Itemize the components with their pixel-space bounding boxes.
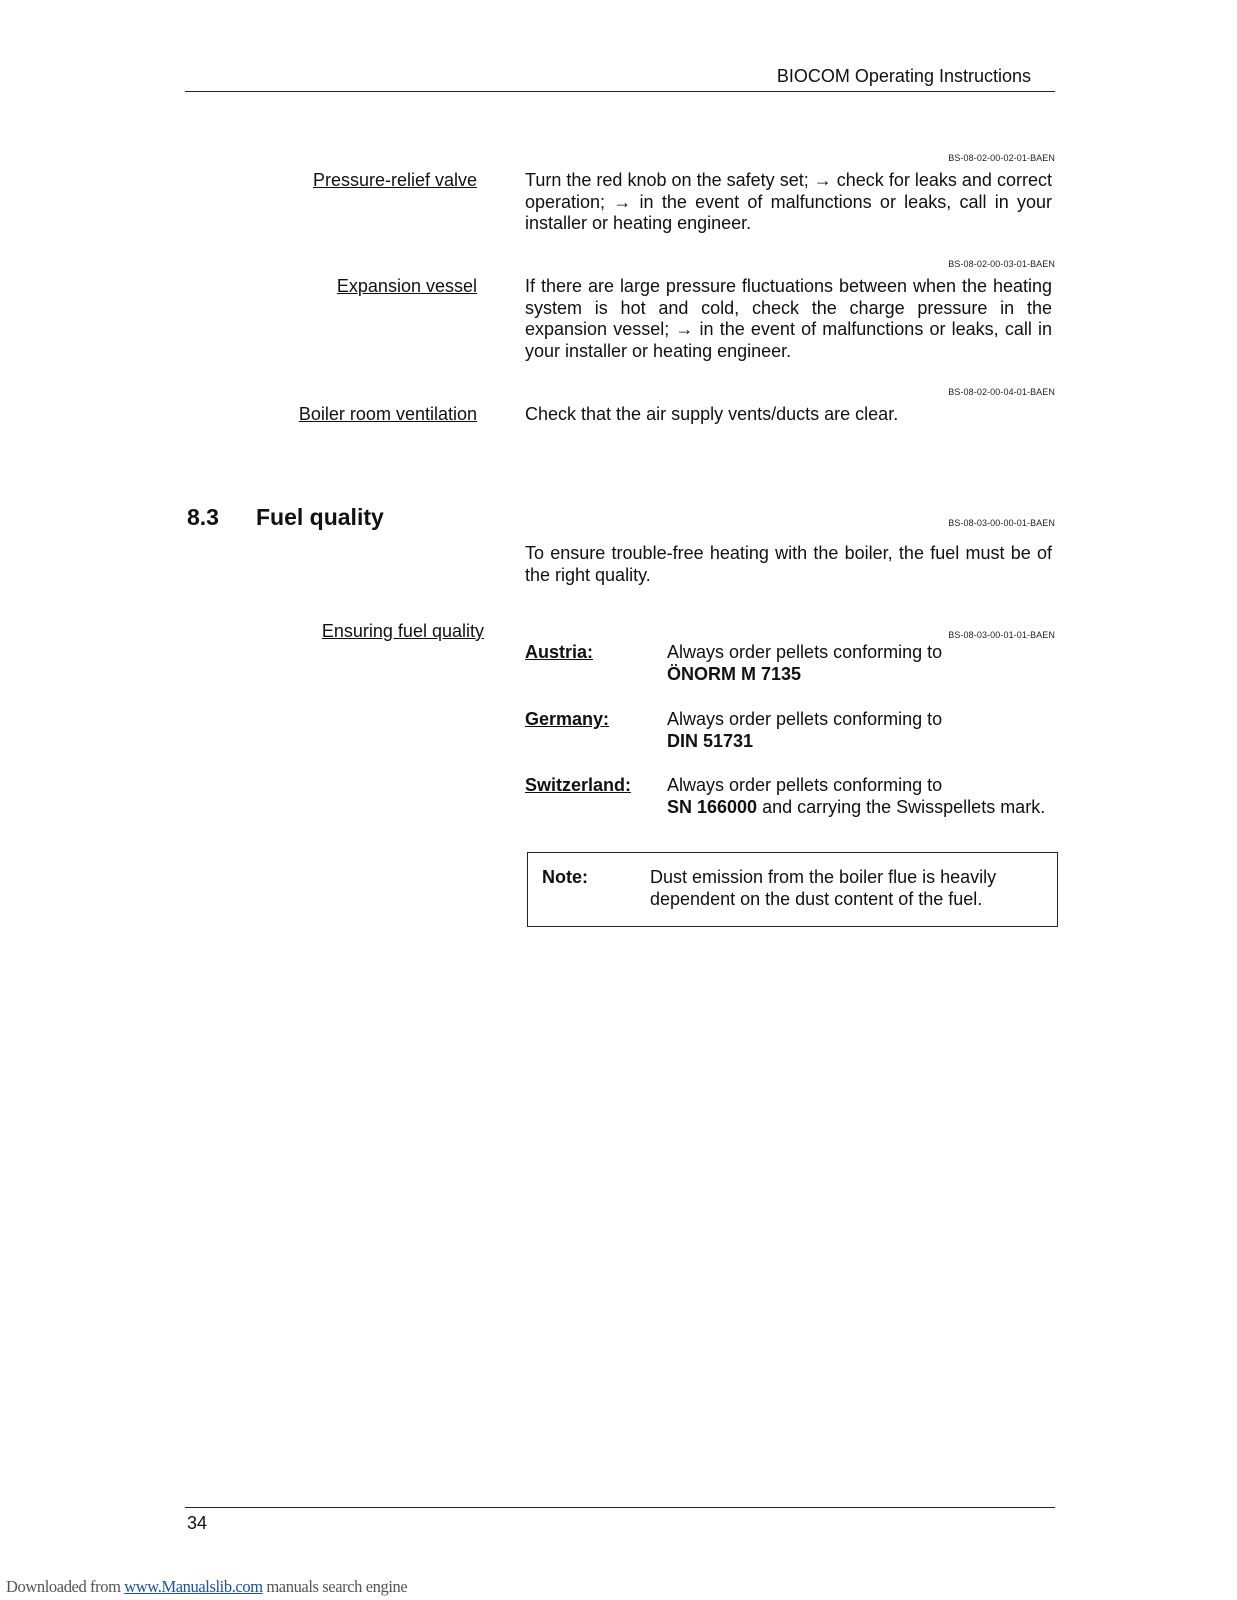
standard-name: SN 166000 [667, 796, 758, 817]
note-label: Note: [542, 867, 588, 887]
reference-code: BS-08-02-00-02-01-BAEN [948, 153, 1055, 163]
document-header-title: BIOCOM Operating Instructions [776, 66, 1031, 86]
manualslib-link[interactable]: www.Manualslib.com [124, 1577, 263, 1596]
country-requirement-austria [667, 642, 1047, 685]
country-label-austria: Austria: [525, 642, 594, 662]
section-title: Fuel quality [256, 504, 384, 530]
requirement-text: Always order pellets conforming to [667, 642, 943, 662]
footer-rule [185, 1507, 1055, 1508]
country-label-switzerland: Switzerland: [525, 775, 632, 795]
section-intro-paragraph: To ensure trouble-free heating with the boiler, the fuel must be of the right quality. [525, 543, 1052, 585]
side-label-pressure-relief-valve: Pressure-relief valve [312, 170, 477, 190]
requirement-extra-text: and carrying the Swisspellets mark. [757, 796, 1046, 817]
requirement-text: Always order pellets conforming to [667, 775, 943, 795]
download-footer [6, 1577, 407, 1597]
country-label-germany: Germany: [525, 709, 610, 729]
note-text: Dust emission from the boiler flue is heavily dependent on the dust content of the fuel. [650, 867, 997, 909]
header-rule [185, 91, 1055, 92]
side-label-expansion-vessel: Expansion vessel [336, 276, 477, 296]
country-requirement-switzerland [667, 775, 1047, 818]
footer-suffix: manuals search engine [262, 1577, 408, 1596]
paragraph-pressure-relief-valve: Turn the red knob on the safety set; → check for leaks and correct operation; → in the event of malfunctions or leaks, call in your installer or heating engineer. [525, 170, 1052, 233]
page-number: 34 [187, 1513, 208, 1533]
country-requirement-germany [667, 709, 1047, 752]
reference-code: BS-08-03-00-00-01-BAEN [948, 518, 1055, 528]
footer-prefix: Downloaded from [6, 1577, 125, 1596]
reference-code: BS-08-03-00-01-01-BAEN [948, 630, 1055, 640]
standard-name: ÖNORM M 7135 [667, 663, 802, 684]
reference-code: BS-08-02-00-03-01-BAEN [948, 259, 1055, 269]
side-label-boiler-room-ventilation: Boiler room ventilation [298, 404, 477, 424]
section-number: 8.3 [187, 504, 219, 530]
requirement-text: Always order pellets conforming to [667, 709, 943, 729]
reference-code: BS-08-02-00-04-01-BAEN [948, 387, 1055, 397]
paragraph-boiler-room-ventilation: Check that the air supply vents/ducts are clear. [525, 404, 899, 424]
standard-name: DIN 51731 [667, 730, 754, 751]
side-label-ensuring-fuel-quality: Ensuring fuel quality [321, 621, 484, 641]
paragraph-expansion-vessel: If there are large pressure fluctuations between when the heating system is hot and cold, check the charge pressure in the expansion vessel; → in the event of malfunctions or leaks, call in your installer or heating engineer. [525, 276, 1052, 361]
